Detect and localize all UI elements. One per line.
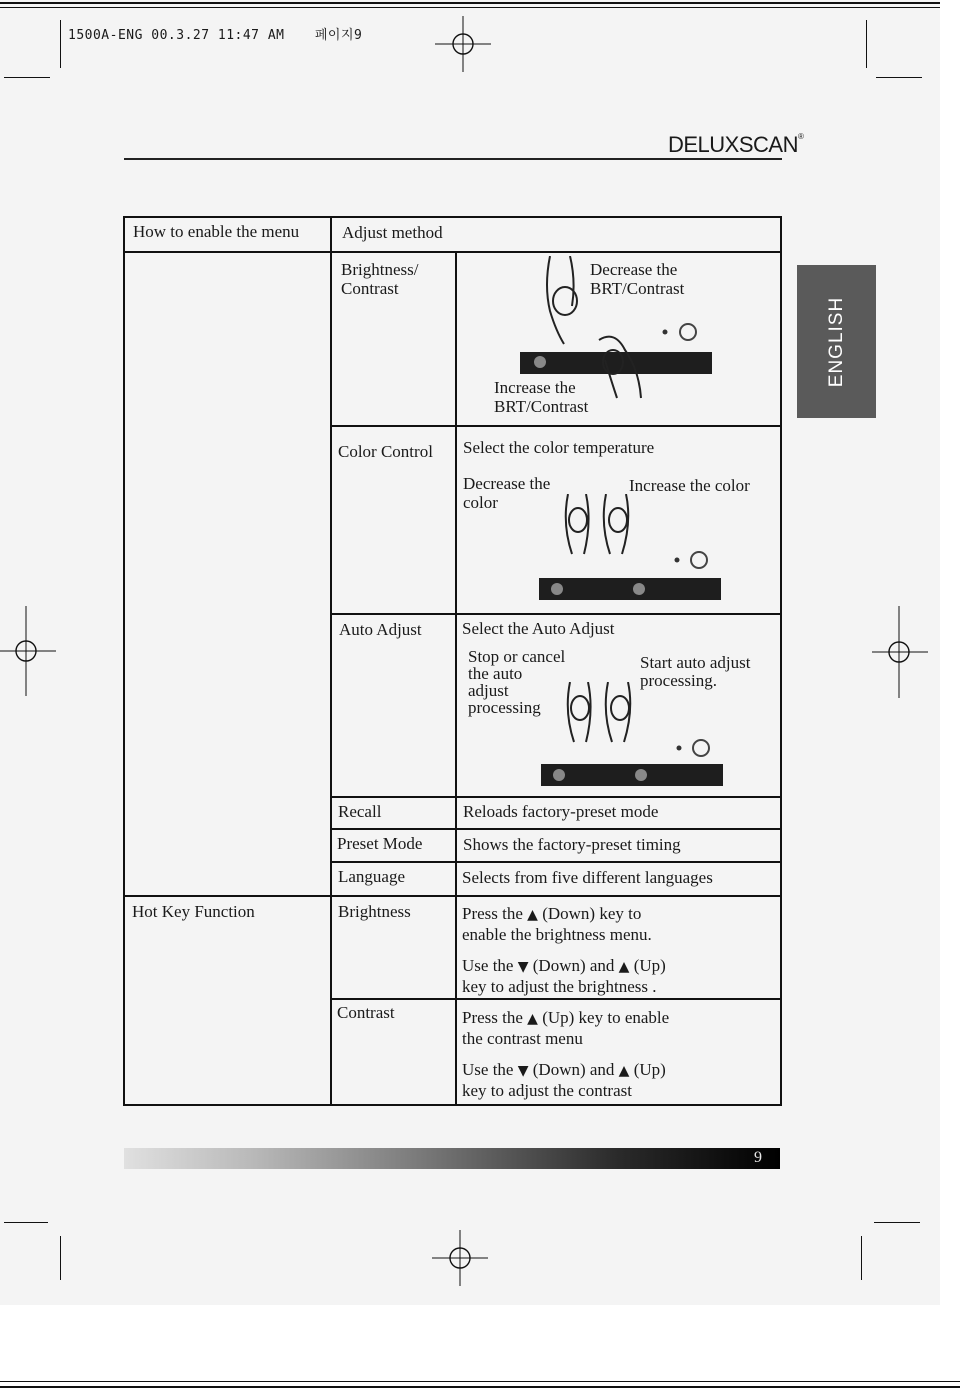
up-triangle-icon: ▲ [618,959,630,975]
instruction-line [462,904,666,925]
up-triangle-icon: ▲ [527,907,538,923]
text: (Up) [633,1060,666,1079]
text: Use the [462,956,514,975]
brt-decrease-text [590,260,684,298]
crop-mark [60,20,61,68]
auto-start-text [640,654,750,690]
bottom-border-thin [0,1381,960,1382]
row-recall-desc: Reloads factory-preset mode [463,802,659,821]
color-decrease-text [463,474,550,512]
row-brightness-label: Brightness [338,902,411,921]
logo-mark: ® [797,132,804,141]
row-preset-mode-label: Preset Mode [337,834,423,853]
table-border [124,216,782,218]
auto-stop-text [468,648,565,716]
text-line: BRT/Contrast [590,279,685,298]
text-line: processing. [640,671,717,690]
bottom-border [0,1386,960,1388]
text: (Down) key to [542,904,642,923]
label-line: Contrast [341,279,399,298]
color-increase-text: Increase the color [629,476,750,495]
row-auto-adjust-label: Auto Adjust [339,620,422,639]
table-border [331,861,781,863]
auto-adjust-heading: Select the Auto Adjust [462,619,615,638]
table-border [124,251,782,253]
contrast-instructions [462,1008,669,1100]
print-slug [68,24,362,43]
registration-mark-icon [0,606,56,696]
registration-mark-icon [435,16,491,72]
text-line: Decrease the [463,474,551,493]
table-border [780,216,782,1106]
pressing-hands-icon [560,494,636,558]
text-line: Increase the [494,378,576,397]
crop-mark [866,20,867,68]
top-border-thin [0,7,940,8]
top-border [0,2,940,4]
text-line: the auto [468,664,523,683]
crop-mark [861,1236,862,1280]
row-color-control-label: Color Control [338,442,433,461]
header-enable-menu: How to enable the menu [133,222,300,241]
label-line: Brightness/ [341,260,419,279]
instruction-line: key to adjust the brightness . [462,977,657,996]
table-border [124,895,781,897]
up-triangle-icon: ▲ [618,1063,630,1079]
table-border [123,216,125,1106]
row-preset-mode-desc: Shows the factory-preset timing [463,835,681,854]
crop-mark [874,1222,920,1223]
instruction-line: enable the brightness menu. [462,925,652,944]
header-rule [124,158,782,160]
instruction-line: key to adjust the contrast [462,1081,632,1100]
brand-logo [668,132,803,158]
instruction-line [462,956,666,977]
logo-text: DELUXSCAN [668,132,798,157]
text: (Down) and [532,1060,615,1079]
brightness-instructions [462,904,666,996]
language-tab [797,265,876,418]
crop-mark [4,1222,48,1223]
row-recall-label: Recall [338,802,382,821]
crop-mark [4,77,50,78]
text-line: Start auto adjust [640,653,751,672]
row-brightness-contrast-label [341,260,418,298]
header-adjust-method: Adjust method [342,223,443,242]
text-line: color [463,493,498,512]
text-line: Decrease the [590,260,678,279]
registration-mark-icon [872,606,928,698]
table-border [331,613,781,615]
text: Use the [462,1060,514,1079]
spacer [462,944,666,956]
text: Press the [462,904,523,923]
slug-code: 1500A-ENG 00.3.27 11:47 AM [68,28,285,43]
text-line: BRT/Contrast [494,397,589,416]
brt-increase-text [494,378,588,416]
text-line: Stop or cancel [468,647,566,666]
table-border [455,251,457,1106]
pressing-hands-icon [562,682,638,746]
instruction-line: the contrast menu [462,1029,583,1048]
up-triangle-icon: ▲ [527,1011,538,1027]
down-triangle-icon: ▼ [517,1063,529,1079]
crop-mark [876,77,922,78]
row-language-label: Language [338,867,406,886]
page-number: 9 [754,1149,762,1166]
text: (Up) key to enable [542,1008,670,1027]
pressing-hand-icon [595,330,645,400]
instruction-line [462,1008,669,1029]
language-tab-label: ENGLISH [825,296,847,387]
footer-bar [124,1148,780,1169]
slug-page-label: 페이지9 [314,28,363,43]
table-border [331,828,781,830]
text: (Up) [633,956,666,975]
row-hotkey-label: Hot Key Function [132,902,255,921]
registration-mark-icon [432,1230,488,1286]
text-line: processing [468,698,541,717]
table-border [124,1104,782,1106]
color-control-heading: Select the color temperature [463,438,655,457]
down-triangle-icon: ▼ [517,959,529,975]
text-line: adjust [468,681,509,700]
table-border [331,998,781,1000]
instruction-line [462,1060,669,1081]
table-border [331,796,781,798]
crop-mark [60,1236,61,1280]
pressing-hand-icon [540,256,590,346]
table-border [331,425,781,427]
text: (Down) and [532,956,615,975]
table-border [330,216,332,1106]
row-contrast-label: Contrast [337,1003,395,1022]
spacer [462,1048,669,1060]
text: Press the [462,1008,523,1027]
row-language-desc: Selects from five different languages [462,868,713,887]
